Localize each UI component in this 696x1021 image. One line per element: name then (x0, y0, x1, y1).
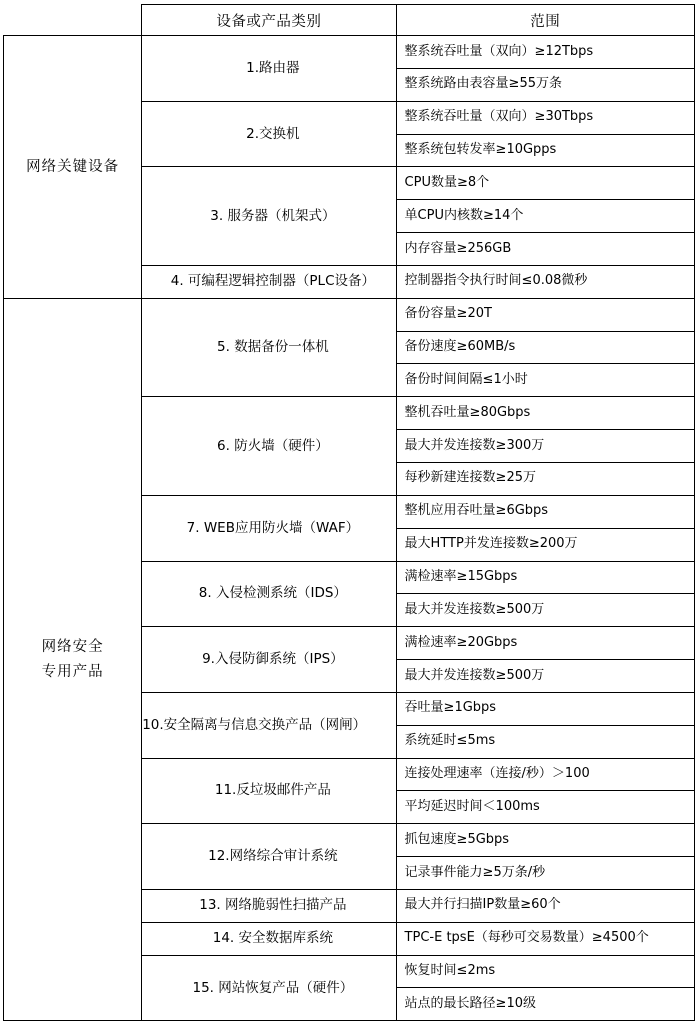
range-cell (396, 265, 694, 298)
range-cell (396, 824, 694, 890)
product-item-cell: 14. 安全数据库系统 (142, 922, 396, 955)
range-cell (396, 101, 694, 167)
range-line: 站点的最长路径≥10级 (404, 995, 536, 1011)
table-body (4, 5, 695, 1021)
range-line: 吞吐量≥1Gbps (397, 693, 694, 726)
range-line: 备份速度≥60MB/s (397, 332, 694, 365)
range-cell (396, 298, 694, 397)
product-item-cell: 2.交换机 (142, 101, 396, 167)
category-cell: 网络关键设备 (4, 36, 142, 299)
product-item-cell: 6. 防火墙（硬件） (142, 397, 396, 496)
range-line: 抓包速度≥5Gbps (397, 824, 694, 857)
product-item-cell: 9.入侵防御系统（IPS） (142, 627, 396, 693)
range-line: 最大并发连接数≥300万 (397, 430, 694, 463)
range-cell (396, 561, 694, 627)
range-line: 整系统路由表容量≥55万条 (404, 76, 562, 92)
range-cell (396, 627, 694, 693)
range-cell (396, 692, 694, 758)
range-line: 内存容量≥256GB (404, 240, 512, 256)
range-line: 系统延时≤5ms (404, 733, 496, 749)
range-cell (396, 397, 694, 496)
range-cell (396, 955, 694, 1021)
product-item-cell: 11.反垃圾邮件产品 (142, 758, 396, 824)
product-item-cell: 7. WEB应用防火墙（WAF） (142, 495, 396, 561)
range-cell (396, 495, 694, 561)
table-header-row (4, 5, 695, 36)
range-line: 整机应用吞吐量≥6Gbps (397, 496, 694, 529)
range-line: 平均延迟时间＜100ms (404, 798, 540, 814)
range-line: 控制器指令执行时间≤0.08微秒 (404, 273, 588, 289)
header-cell-range: 范围 (396, 5, 694, 36)
range-line: 记录事件能力≥5万条/秒 (404, 864, 546, 880)
range-line: 备份时间间隔≤1小时 (404, 371, 528, 387)
range-line: 最大HTTP并发连接数≥200万 (404, 536, 578, 552)
range-line: 整系统包转发率≥10Gpps (404, 142, 557, 158)
range-line: 单CPU内核数≥14个 (397, 200, 694, 233)
range-line: CPU数量≥8个 (397, 167, 694, 200)
range-cell (396, 922, 694, 955)
range-line: 满检速率≥20Gbps (397, 627, 694, 660)
category-label-line: 网络安全 (41, 638, 104, 655)
range-line: 整系统吞吐量（双向）≥30Tbps (397, 102, 694, 135)
range-line: 最大并发连接数≥500万 (404, 667, 545, 683)
range-cell (396, 758, 694, 824)
product-item-cell: 10.安全隔离与信息交换产品（网闸） (142, 692, 396, 758)
range-line: 备份容量≥20T (397, 299, 694, 332)
product-item-cell: 1.路由器 (142, 36, 396, 102)
range-line: 每秒新建连接数≥25万 (404, 470, 536, 486)
range-cell (396, 167, 694, 266)
product-item-cell: 15. 网站恢复产品（硬件） (142, 955, 396, 1021)
range-line: 恢复时间≤2ms (397, 956, 694, 989)
product-item-cell: 8. 入侵检测系统（IDS） (142, 561, 396, 627)
range-line: 整系统吞吐量（双向）≥12Tbps (397, 36, 694, 69)
table-row (4, 298, 695, 397)
header-cell-blank (4, 5, 142, 36)
specification-table (3, 4, 695, 1021)
range-line: 最大并行扫描IP数量≥60个 (404, 897, 561, 913)
document-page (0, 4, 696, 1011)
range-line: 最大并发连接数≥500万 (404, 601, 545, 617)
category-cell (4, 298, 142, 1021)
product-item-cell: 3. 服务器（机架式） (142, 167, 396, 266)
range-line: TPC-E tpsE（每秒可交易数量）≥4500个 (404, 930, 649, 946)
product-item-cell: 5. 数据备份一体机 (142, 298, 396, 397)
range-line: 整机吞吐量≥80Gbps (397, 397, 694, 430)
product-item-cell: 4. 可编程逻辑控制器（PLC设备） (142, 265, 396, 298)
range-line: 连接处理速率（连接/秒）＞100 (397, 759, 694, 792)
range-cell (396, 889, 694, 922)
product-item-cell: 13. 网络脆弱性扫描产品 (142, 889, 396, 922)
category-label-line: 专用产品 (41, 663, 104, 680)
product-item-cell: 12.网络综合审计系统 (142, 824, 396, 890)
table-row (4, 36, 695, 102)
range-cell (396, 36, 694, 102)
header-cell-category: 设备或产品类别 (142, 5, 396, 36)
range-line: 满检速率≥15Gbps (397, 562, 694, 595)
